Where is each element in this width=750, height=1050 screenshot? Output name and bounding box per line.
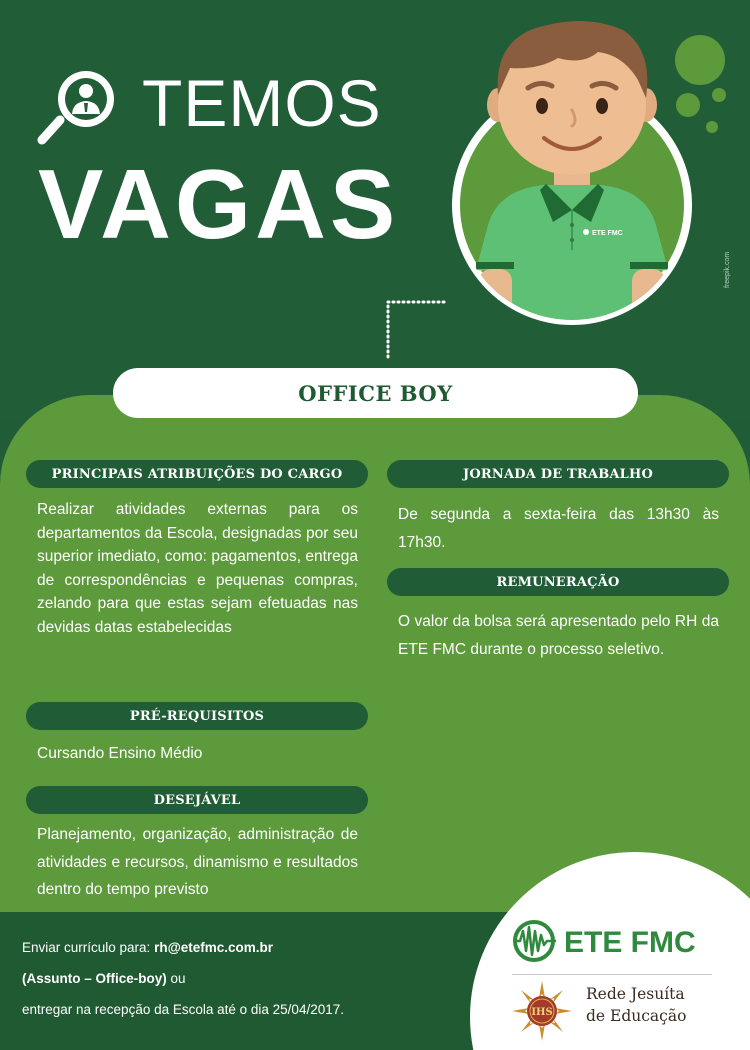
footer-line-1 [22,940,273,955]
footer-subject: (Assunto – Office-boy) [22,971,167,986]
footer-email[interactable]: rh@etefmc.com.br [154,940,274,955]
footer-line-3: entregar na recepção da Escola até o dia 25/04/2017. [22,1002,344,1017]
section-text-prerequisitos: Cursando Ensino Médio [37,745,203,762]
footer-line-2 [22,971,186,986]
dotted-connector [386,300,446,362]
emblem-text: IHS [531,1007,553,1018]
rede-line-1: Rede Jesuíta [586,985,685,1003]
jesuit-emblem-icon [511,980,573,1042]
rede-jesuita-text [586,983,686,1027]
ete-logo-text: ETE FMC [564,926,696,959]
section-title-atribuicoes: PRINCIPAIS ATRIBUIÇÕES DO CARGO [26,460,368,488]
shirt-logo-text: ETE FMC [592,230,623,237]
ete-fmc-logo [512,917,722,965]
footer-prefix: Enviar currículo para: [22,940,155,955]
logo-divider [512,974,712,975]
office-boy-illustration [448,10,708,330]
section-text-jornada: De segunda a sexta-feira das 13h30 às 17h30. [398,506,719,551]
image-credit: freepik.com [724,251,731,288]
rede-line-2: de Educação [586,1007,687,1025]
section-title-desejavel: DESEJÁVEL [26,786,368,814]
footer-ou: ou [166,971,186,986]
section-text-desejavel: Planejamento, organização, administração de atividades e recursos, dinamismo e resultados dentro do tempo previsto [37,826,358,898]
section-text-atribuicoes: Realizar atividades externas para os departamentos da Escola, designadas por seu superior imediato, como: pagamentos, entrega de correspondências e pequenas compras, zelando para que estas sejam efetuadas nas devidas datas estabelecidas [37,501,358,636]
section-title-prerequisitos: PRÉ-REQUISITOS [26,702,368,730]
section-title-jornada: JORNADA DE TRABALHO [387,460,729,488]
search-person-icon [36,66,126,146]
headline-vagas: VAGAS [38,149,400,259]
section-text-remuneracao: O valor da bolsa será apresentado pelo RH da ETE FMC durante o processo seletivo. [398,613,719,658]
section-title-remuneracao: REMUNERAÇÃO [387,568,729,596]
job-title: OFFICE BOY [113,368,638,418]
headline-temos: TEMOS [142,66,382,140]
